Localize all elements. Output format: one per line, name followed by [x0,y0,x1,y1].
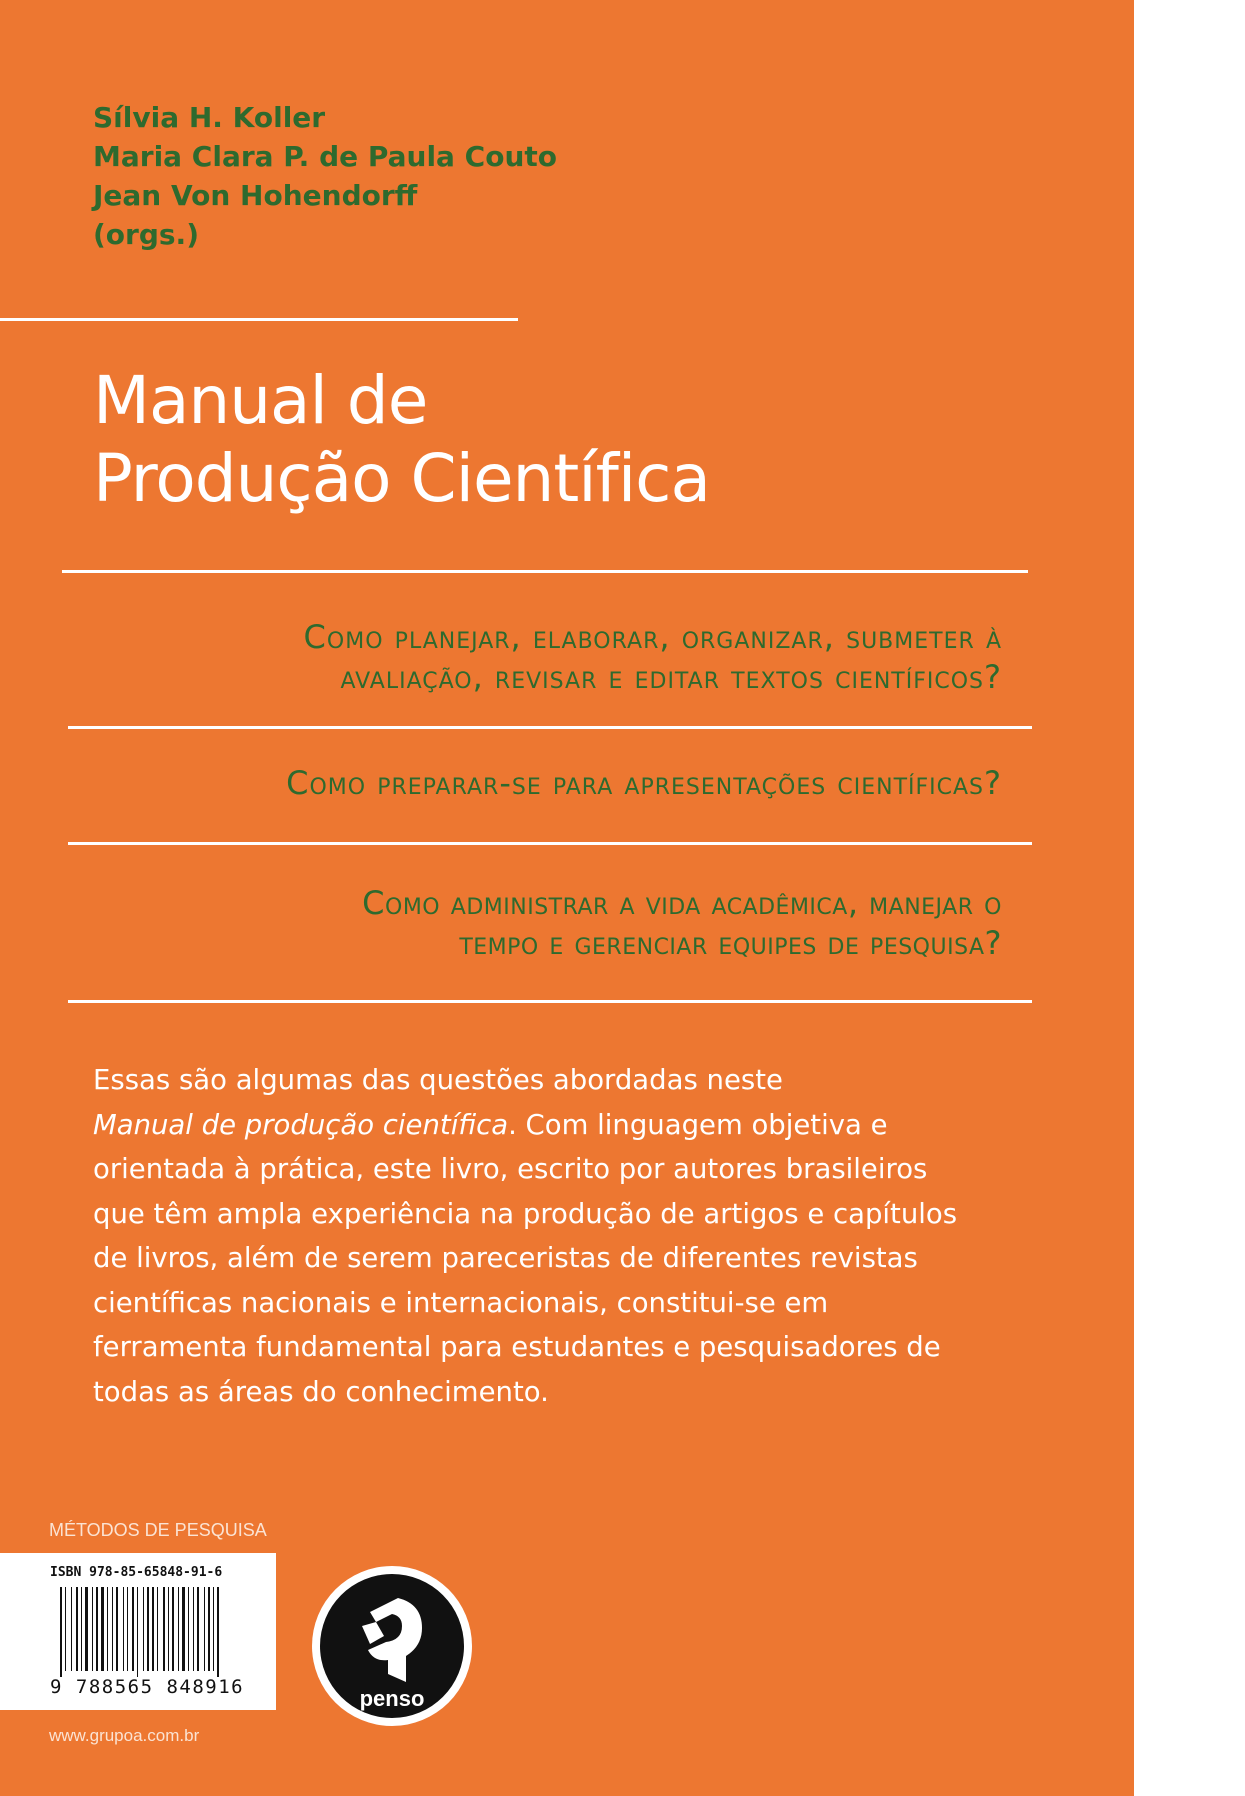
barcode-bar [157,1587,158,1671]
barcode-bar [85,1587,88,1671]
book-title-line: Produção Científica [93,440,710,517]
barcode-bar [123,1587,124,1671]
question-3 [362,883,1002,963]
question-1 [304,617,1002,697]
publisher-logo [310,1564,474,1728]
author-name: Jean Von Hohendorff [93,179,418,212]
barcode-bar [143,1587,144,1671]
series-label: MÉTODOS DE PESQUISA [49,1520,267,1540]
book-title [93,362,710,518]
barcode-bar [197,1587,199,1671]
divider-rule [68,1000,1032,1003]
question-line: Como administrar a vida acadêmica, manejar o [362,884,1002,922]
author-name: Maria Clara P. de Paula Couto [93,140,558,173]
website-link[interactable]: www.grupoa.com.br [49,1726,200,1745]
book-title-line: Manual de [93,362,428,439]
barcode-bar [208,1587,210,1671]
question-line: Como planejar, elaborar, organizar, submeter à [303,618,1002,656]
barcode-panel [0,1553,276,1710]
question-2 [286,763,1002,803]
barcode-bar [147,1587,149,1671]
isbn-text: ISBN 978-85-65848-91-6 [50,1565,223,1580]
barcode-bar [71,1587,72,1671]
question-line: avaliação, revisar e editar textos científicos? [340,658,1002,696]
barcode-bar [168,1587,169,1671]
barcode-bar [76,1587,78,1671]
barcode-bar [178,1587,179,1671]
barcode-bar [204,1587,205,1671]
divider-rule [0,318,518,321]
barcode-bar [182,1587,185,1671]
barcode-bar [137,1587,138,1677]
publisher-logo-text: penso [359,1686,425,1711]
barcode-bars [60,1587,250,1677]
description-intro: Essas são algumas das questões abordadas neste [93,1064,783,1096]
barcode-bar [65,1587,66,1671]
barcode-bar [101,1587,104,1671]
organizers-label: (orgs.) [93,218,199,251]
description-body: . Com linguagem objetiva e orientada à prática, este livro, escrito por autores brasileiros que têm ampla experiência na produção de artigos e capítulos de livros, além de serem pareceristas de diferentes revistas científicas nacionais e internacionais, constitui-se em ferramenta fundamental para estudantes e pesquisadores de todas as áreas do conhecimento. [93,1108,958,1408]
authors-block [93,98,557,254]
question-line: Como preparar-se para apresentações científicas? [286,764,1002,802]
divider-rule [62,570,1028,573]
barcode-bar [127,1587,128,1671]
description-book-title: Manual de produção científica [93,1108,509,1141]
barcode-bar [152,1587,154,1671]
barcode-bar [217,1587,219,1677]
description-paragraph [93,1058,973,1414]
barcode-bar [92,1587,93,1671]
barcode-bar [116,1587,118,1671]
barcode-number: 9 788565 848916 [50,1676,245,1698]
barcode-bar [163,1587,165,1671]
barcode-bar [81,1587,82,1671]
barcode-bar [193,1587,194,1671]
barcode-bar [96,1587,98,1671]
barcode-bar [60,1587,62,1677]
barcode-bar [112,1587,113,1671]
author-name: Sílvia H. Koller [93,101,326,134]
barcode-bar [107,1587,108,1671]
barcode-bar [213,1587,214,1671]
barcode-bar [132,1587,134,1671]
divider-rule [68,842,1032,845]
question-line: tempo e gerenciar equipes de pesquisa? [459,924,1002,962]
barcode-bar [188,1587,189,1671]
divider-rule [68,726,1032,729]
barcode-bar [172,1587,174,1671]
